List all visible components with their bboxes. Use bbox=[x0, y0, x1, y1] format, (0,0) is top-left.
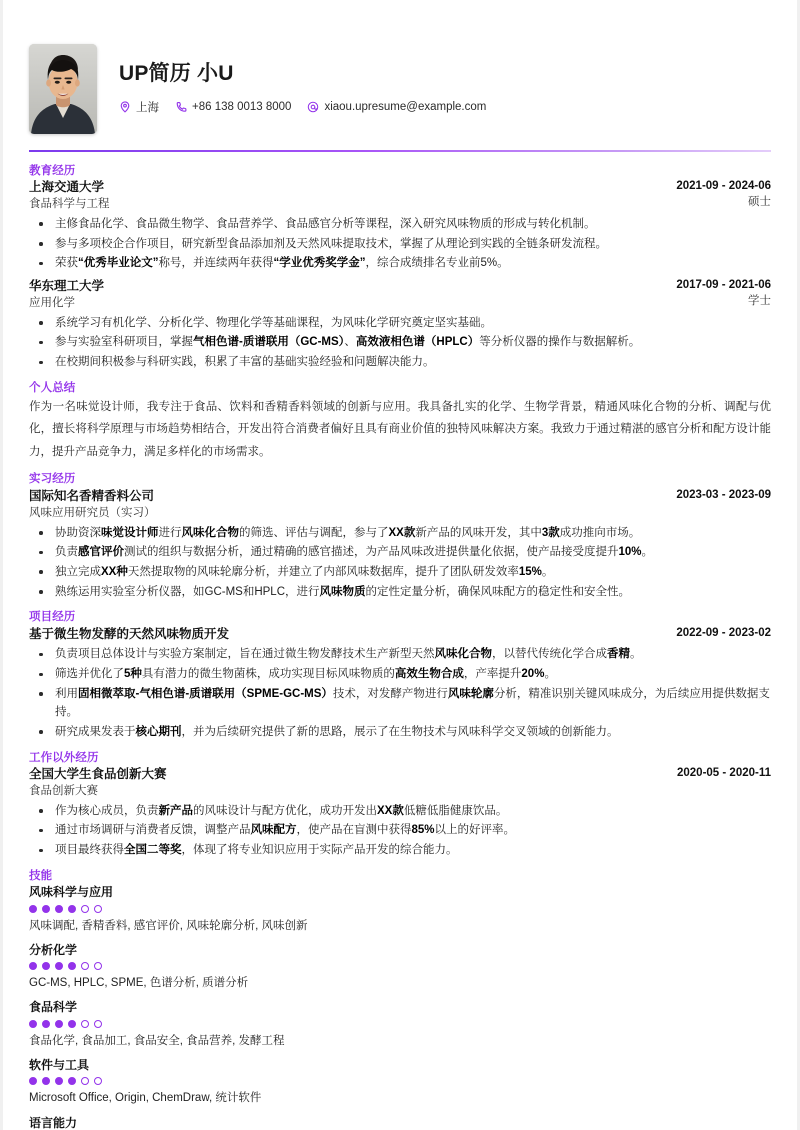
list-item: 在校期间积极参与科研实践，积累了丰富的基础实验经验和问题解决能力。 bbox=[29, 353, 771, 372]
resume-header bbox=[29, 44, 771, 148]
entry-head bbox=[29, 766, 771, 799]
skill-dot-empty bbox=[94, 1077, 102, 1085]
organization-name: 国际知名香精香料公司 bbox=[29, 488, 155, 503]
phone-icon bbox=[175, 101, 187, 113]
list-item: 主修食品化学、食品微生物学、食品营养学、食品感官分析等课程，深入研究风味物质的形成与转化机制。 bbox=[29, 215, 771, 234]
extracurricular-entry bbox=[29, 766, 771, 860]
list-item: 熟练运用实验室分析仪器，如GC-MS和HPLC，进行风味物质的定性定量分析，确保风味配方的稳定性和安全性。 bbox=[29, 583, 771, 602]
section-title-education: 教育经历 bbox=[29, 164, 76, 177]
entry-date: 2017-09 - 2021-06 bbox=[676, 278, 771, 291]
skill-dot-filled bbox=[42, 1077, 50, 1085]
page-title: UP简历 小U bbox=[119, 61, 234, 85]
bullet-list bbox=[29, 645, 771, 741]
section-extracurricular bbox=[29, 751, 771, 860]
skill-dot-filled bbox=[42, 1020, 50, 1028]
skill-dot-filled bbox=[55, 1020, 63, 1028]
skill-block bbox=[29, 999, 771, 1050]
bullet-list bbox=[29, 314, 771, 372]
section-education bbox=[29, 164, 771, 372]
skill-dot-filled bbox=[29, 1077, 37, 1085]
bullet-list bbox=[29, 802, 771, 860]
skill-name: 风味科学与应用 bbox=[29, 885, 114, 900]
bullet-list bbox=[29, 524, 771, 602]
skill-dot-empty bbox=[81, 1020, 89, 1028]
list-item: 系统学习有机化学、分析化学、物理化学等基础课程，为风味化学研究奠定坚实基础。 bbox=[29, 314, 771, 333]
skill-dot-filled bbox=[29, 962, 37, 970]
skill-dot-empty bbox=[94, 962, 102, 970]
header-divider bbox=[29, 150, 771, 152]
list-item: 通过市场调研与消费者反馈，调整产品风味配方，使产品在盲测中获得85%以上的好评率。 bbox=[29, 821, 771, 840]
section-projects bbox=[29, 610, 771, 741]
list-item: 研究成果发表于核心期刊，并为后续研究提供了新的思路，展示了在生物技术与风味科学交叉领域的创新能力。 bbox=[29, 723, 771, 742]
skill-block bbox=[29, 884, 771, 935]
skill-keywords: 食品化学, 食品加工, 食品安全, 食品营养, 发酵工程 bbox=[29, 1034, 285, 1047]
contact-phone-value: +86 138 0013 8000 bbox=[192, 101, 292, 114]
skill-block bbox=[29, 1115, 771, 1130]
list-item: 协助资深味觉设计师进行风味化合物的筛选、评估与调配，参与了XX款新产品的风味开发，其中3款成功推向市场。 bbox=[29, 524, 771, 543]
entry-head bbox=[29, 278, 771, 311]
entry-degree: 学士 bbox=[748, 295, 771, 308]
skill-dot-filled bbox=[55, 1077, 63, 1085]
entry-date: 2023-03 - 2023-09 bbox=[676, 488, 771, 501]
skill-level-dots bbox=[29, 905, 771, 913]
entry-degree: 硕士 bbox=[748, 196, 771, 209]
skill-block bbox=[29, 942, 771, 993]
skill-dot-empty bbox=[81, 962, 89, 970]
list-item: 荣获“优秀毕业论文”称号，并连续两年获得“学业优秀奖学金”，综合成绩排名专业前5%。 bbox=[29, 254, 771, 273]
section-skills bbox=[29, 869, 771, 1130]
section-title-skills: 技能 bbox=[29, 869, 53, 882]
project-entry bbox=[29, 626, 771, 742]
skill-dot-empty bbox=[94, 905, 102, 913]
list-item: 筛选并优化了5种具有潜力的微生物菌株，成功实现目标风味物质的高效生物合成，产率提升20%。 bbox=[29, 665, 771, 684]
entry-head bbox=[29, 179, 771, 212]
contact-list bbox=[119, 99, 771, 115]
skill-dot-filled bbox=[29, 1020, 37, 1028]
list-item: 参与实验室科研项目，掌握气相色谱-质谱联用（GC-MS）、高效液相色谱（HPLC）等分析仪器的操作与数据解析。 bbox=[29, 333, 771, 352]
skill-dot-empty bbox=[94, 1020, 102, 1028]
section-title-extracurricular: 工作以外经历 bbox=[29, 751, 99, 764]
summary-text: 作为一名味觉设计师，我专注于食品、饮料和香精香料领域的创新与应用。我具备扎实的化学、生物学背景，精通风味化合物的分析、调配与优化，擅长将科学原理与市场趋势相结合，开发出符合消费者偏好且具有商业价值的独特风味解决方案。我致力于通过精湛的感官分析和配方设计能力，提升产品竞争力，满足多样化的市场需求。 bbox=[29, 401, 771, 458]
bullet-list bbox=[29, 215, 771, 273]
skill-level-dots bbox=[29, 1020, 771, 1028]
skill-dot-filled bbox=[68, 1020, 76, 1028]
skill-keywords: GC-MS, HPLC, SPME, 色谱分析, 质谱分析 bbox=[29, 977, 249, 990]
skill-level-dots bbox=[29, 962, 771, 970]
organization-name: 全国大学生食品创新大赛 bbox=[29, 766, 167, 781]
entry-date: 2020-05 - 2020-11 bbox=[677, 766, 771, 779]
contact-location-value: 上海 bbox=[136, 102, 159, 115]
entry-date: 2022-09 - 2023-02 bbox=[676, 626, 771, 639]
contact-phone bbox=[175, 101, 291, 113]
skill-dot-filled bbox=[42, 905, 50, 913]
skill-name: 分析化学 bbox=[29, 942, 78, 957]
skill-name: 软件与工具 bbox=[29, 1058, 90, 1073]
organization-name: 上海交通大学 bbox=[29, 179, 105, 194]
contact-email bbox=[307, 101, 486, 113]
section-title-internship: 实习经历 bbox=[29, 473, 76, 486]
skill-dot-filled bbox=[55, 905, 63, 913]
skill-level-dots bbox=[29, 1077, 771, 1085]
skill-dot-filled bbox=[68, 1077, 76, 1085]
section-summary bbox=[29, 381, 771, 464]
section-title-summary: 个人总结 bbox=[29, 381, 76, 394]
list-item: 负责感官评价测试的组织与数据分析，通过精确的感官描述，为产品风味改进提供量化依据，使产品接受度提升10%。 bbox=[29, 543, 771, 562]
avatar-photo-icon bbox=[29, 44, 97, 134]
skill-block bbox=[29, 1057, 771, 1108]
list-item: 项目最终获得全国二等奖，体现了将专业知识应用于实际产品开发的综合能力。 bbox=[29, 841, 771, 860]
project-name: 基于微生物发酵的天然风味物质开发 bbox=[29, 626, 230, 641]
skill-dot-empty bbox=[81, 905, 89, 913]
skill-dot-filled bbox=[29, 905, 37, 913]
entry-date: 2021-09 - 2024-06 bbox=[676, 179, 771, 192]
list-item: 独立完成XX种天然提取物的风味轮廓分析，并建立了内部风味数据库，提升了团队研发效率15%。 bbox=[29, 563, 771, 582]
list-item: 参与多项校企合作项目，研究新型食品添加剂及天然风味提取技术，掌握了从理论到实践的全链条研发流程。 bbox=[29, 235, 771, 254]
skill-name: 语言能力 bbox=[29, 1115, 78, 1130]
contact-email-value: xiaou.upresume@example.com bbox=[324, 101, 487, 114]
section-title-projects: 项目经历 bbox=[29, 611, 76, 624]
internship-entry bbox=[29, 488, 771, 601]
entry-role: 应用化学 bbox=[29, 296, 75, 309]
skill-name: 食品科学 bbox=[29, 1000, 78, 1015]
entry-role: 食品创新大赛 bbox=[29, 784, 98, 797]
skills-list bbox=[29, 884, 771, 1130]
skill-dot-empty bbox=[81, 1077, 89, 1085]
entry-head bbox=[29, 488, 771, 521]
list-item: 负责项目总体设计与实验方案制定，旨在通过微生物发酵技术生产新型天然风味化合物，以替代传统化学合成香精。 bbox=[29, 645, 771, 664]
skill-dot-filled bbox=[55, 962, 63, 970]
list-item: 作为核心成员，负责新产品的风味设计与配方优化，成功开发出XX款低糖低脂健康饮品。 bbox=[29, 802, 771, 821]
education-entry bbox=[29, 179, 771, 273]
skill-dot-filled bbox=[42, 962, 50, 970]
avatar bbox=[29, 44, 97, 134]
skill-dot-filled bbox=[68, 905, 76, 913]
education-entry bbox=[29, 278, 771, 372]
section-internship bbox=[29, 472, 771, 601]
header-text-block bbox=[119, 61, 771, 117]
skill-keywords: Microsoft Office, Origin, ChemDraw, 统计软件 bbox=[29, 1092, 262, 1105]
entry-head bbox=[29, 626, 771, 643]
location-pin-icon bbox=[119, 101, 131, 113]
skill-keywords: 风味调配, 香精香料, 感官评价, 风味轮廓分析, 风味创新 bbox=[29, 919, 308, 932]
entry-role: 风味应用研究员（实习） bbox=[29, 506, 156, 519]
organization-name: 华东理工大学 bbox=[29, 278, 105, 293]
email-at-icon bbox=[307, 101, 319, 113]
list-item: 利用固相微萃取-气相色谱-质谱联用（SPME-GC-MS）技术，对发酵产物进行风味轮廓分析，精准识别关键风味成分，为后续应用提供数据支持。 bbox=[29, 685, 771, 722]
contact-location bbox=[119, 99, 159, 115]
entry-role: 食品科学与工程 bbox=[29, 197, 110, 210]
skill-dot-filled bbox=[68, 962, 76, 970]
